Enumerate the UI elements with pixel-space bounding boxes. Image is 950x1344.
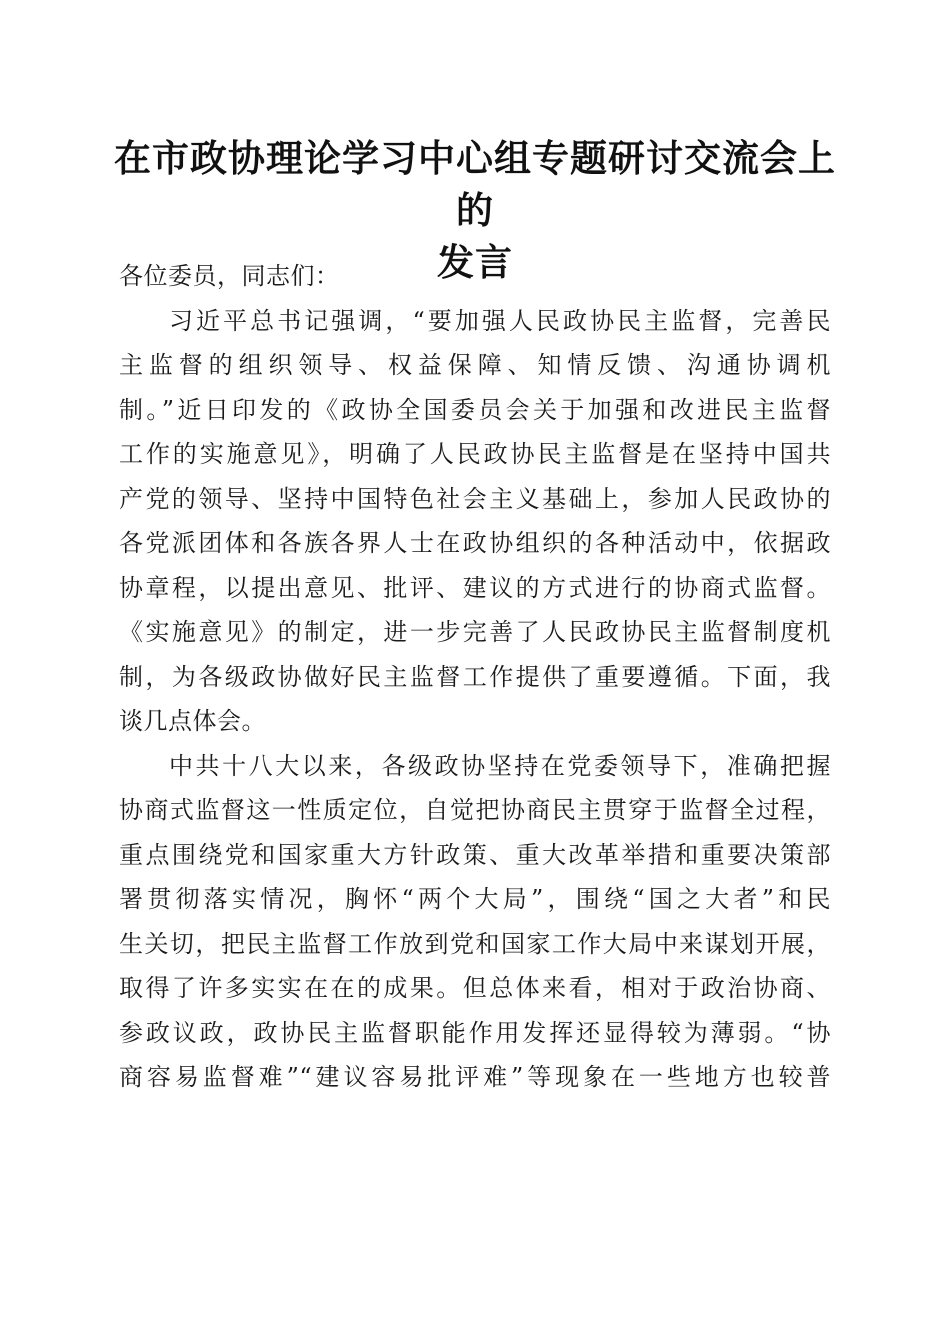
paragraph-line: 习近平总书记强调，“要加强人民政协民主监督，完善民 <box>169 306 831 335</box>
paragraph-line: 主监督的组织领导、权益保障、知情反馈、沟通协调机 <box>119 351 831 379</box>
salutation: 各位委员，同志们： <box>119 262 340 290</box>
title-line-1: 在市政协理论学习中心组专题研讨交流会上的 <box>114 136 836 232</box>
document-body <box>119 254 831 1100</box>
paragraph-line: 商容易监督难”“建议容易批评难”等现象在一些地方也较普 <box>119 1063 831 1091</box>
paragraph-2 <box>119 744 831 1100</box>
paragraph-line: 重点围绕党和国家重大方针政策、重大改革举措和重要决策部 <box>119 840 831 869</box>
paragraph-line: 产党的领导、坚持中国特色社会主义基础上，参加人民政协的 <box>119 484 831 513</box>
paragraph-line: 制，为各级政协做好民主监督工作提供了重要遵循。下面，我 <box>119 662 831 691</box>
paragraph-line: 参政议政，政协民主监督职能作用发挥还显得较为薄弱。“协 <box>119 1018 831 1047</box>
paragraph-line: 谈几点体会。 <box>119 707 266 735</box>
paragraph-line: 生关切，把民主监督工作放到党和国家工作大局中来谋划开展， <box>119 929 831 958</box>
paragraph-line: 各党派团体和各族各界人士在政协组织的各种活动中，依据政 <box>119 529 831 557</box>
paragraph-line: 工作的实施意见》，明确了人民政协民主监督是在坚持中国共 <box>119 440 831 468</box>
paragraph-line: 《实施意见》的制定，进一步完善了人民政协民主监督制度机 <box>119 618 831 646</box>
title-line-2: 发言 <box>437 240 513 284</box>
paragraph-line: 署贯彻落实情况，胸怀“两个大局”，围绕“国之大者”和民 <box>119 885 831 913</box>
paragraph-line: 取得了许多实实在在的成果。但总体来看，相对于政治协商、 <box>119 974 831 1002</box>
paragraph-line: 协商式监督这一性质定位，自觉把协商民主贯穿于监督全过程， <box>119 796 831 824</box>
paragraph-1 <box>119 299 831 744</box>
paragraph-line: 制。”近日印发的《政协全国委员会关于加强和改进民主监督 <box>119 395 831 424</box>
paragraph-line: 中共十八大以来，各级政协坚持在党委领导下，准确把握 <box>169 751 831 780</box>
paragraph-line: 协章程，以提出意见、批评、建议的方式进行的协商式监督。 <box>119 573 831 602</box>
